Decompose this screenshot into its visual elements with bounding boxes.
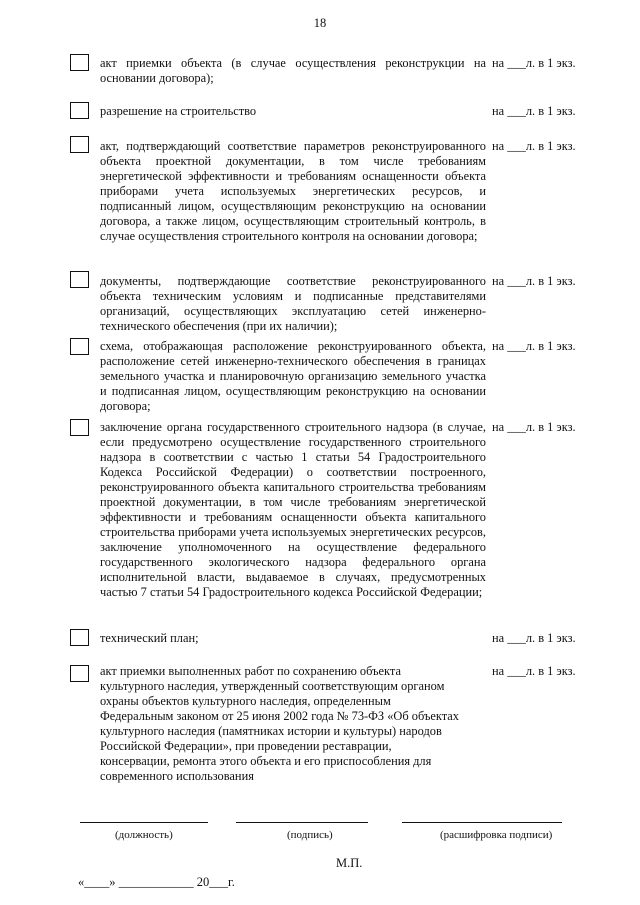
position-label: (должность) bbox=[115, 829, 173, 841]
checkbox-compliance-act[interactable] bbox=[70, 136, 89, 153]
item-text: заключение органа государственного строительного надзора (в случае, если предусмотрено осуществление государственного строительного надзора в соответствии с частью 1 статьи 54 Градостроительного Кодекса Российской Федерации) о соответствии построенного, реконструированного объекта капитального строительства требованиям проектной документации, в том числе требованиям энергетической эффективности и требованиям оснащенности объекта капитального строительства приборами учета используемых энергетических ресурсов, заключение уполномоченного на осуществление федерального государственного экологического надзора федерального органа исполнительной власти, выдаваемое в случаях, предусмотренных частью 7 статьи 54 Градостроительного кодекса Российской Федерации; bbox=[100, 420, 486, 599]
item-text: акт, подтверждающий соответствие параметров реконструированного объекта проектной документации, в том числе требованиям энергетической эффективности и требованиям оснащенности объекта приборами учета используемых энергетических ресурсов, и подписанный лицом, осуществляющим реконструкцию на основании договора, а также лицом, осуществляющим строительный контроль, в случае осуществления строительного контроля на основании договора; bbox=[100, 139, 486, 243]
item-copies: на ___л. в 1 экз. bbox=[492, 56, 576, 70]
item-text: технический план; bbox=[100, 631, 199, 645]
position-line[interactable] bbox=[80, 822, 208, 823]
item-copies: на ___л. в 1 экз. bbox=[492, 274, 576, 288]
checkbox-supervision-conclusion[interactable] bbox=[70, 419, 89, 436]
signature-label: (подпись) bbox=[287, 829, 333, 841]
checkbox-acceptance-act[interactable] bbox=[70, 54, 89, 71]
item-copies: на ___л. в 1 экз. bbox=[492, 420, 576, 434]
item-text: разрешение на строительство bbox=[100, 104, 257, 118]
checkbox-technical-plan[interactable] bbox=[70, 629, 89, 646]
checkbox-technical-conditions[interactable] bbox=[70, 271, 89, 288]
item-copies: на ___л. в 1 экз. bbox=[492, 339, 576, 353]
date-line[interactable]: «____» ____________ 20___г. bbox=[78, 875, 235, 889]
item-copies: на ___л. в 1 экз. bbox=[492, 664, 576, 678]
item-copies: на ___л. в 1 экз. bbox=[492, 631, 576, 645]
checkbox-construction-permit[interactable] bbox=[70, 102, 89, 119]
checkbox-heritage-works-act[interactable] bbox=[70, 665, 89, 682]
page-number: 18 bbox=[313, 16, 327, 30]
checkbox-location-scheme[interactable] bbox=[70, 338, 89, 355]
decode-line[interactable] bbox=[402, 822, 562, 823]
stamp-label: М.П. bbox=[336, 856, 363, 870]
signature-line[interactable] bbox=[236, 822, 368, 823]
item-copies: на ___л. в 1 экз. bbox=[492, 104, 576, 118]
decode-label: (расшифровка подписи) bbox=[440, 829, 553, 841]
item-text: акт приемки выполненных работ по сохранению объекта культурного наследия, утвержденный соответствующим органом охраны объектов культурного наследия, определенным Федеральным законом от 25 июня 2002 года № 73-ФЗ «Об объектах культурного наследия (памятниках истории и культуры) народов Российской Федерации», при проведении реставрации, консервации, ремонта этого объекта и его приспособления для современного использования bbox=[100, 664, 459, 783]
item-text: схема, отображающая расположение реконструированного объекта, расположение сетей инженерно-технического обеспечения в границах земельного участка и планировочную организацию земельного участка и подписанная лицом, осуществляющим реконструкцию на основании договора; bbox=[100, 339, 486, 413]
item-text: акт приемки объекта (в случае осуществления реконструкции на основании договора); bbox=[100, 56, 486, 85]
item-copies: на ___л. в 1 экз. bbox=[492, 139, 576, 153]
item-text: документы, подтверждающие соответствие реконструированного объекта техническим условиям и подписанные представителями организаций, осуществляющих эксплуатацию сетей инженерно-технического обеспечения (при их наличии); bbox=[100, 274, 486, 333]
